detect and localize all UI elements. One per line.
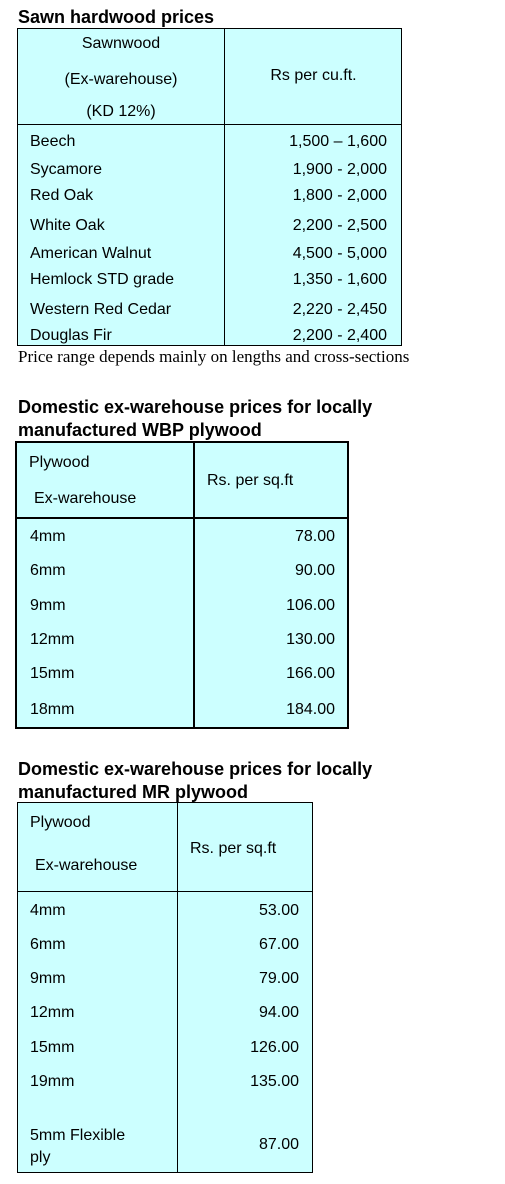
wbp-row-name: 18mm bbox=[30, 701, 75, 718]
mr-row-name: 6mm bbox=[30, 936, 66, 953]
mr-row-price: 135.00 bbox=[250, 1073, 299, 1090]
mr-header-line-2: Ex-warehouse bbox=[35, 857, 138, 874]
sawn-header-line-1: Sawnwood bbox=[81, 35, 161, 52]
wbp-row-price: 166.00 bbox=[286, 665, 335, 682]
mr-row-name: 15mm bbox=[30, 1039, 75, 1056]
mr-title-line-1: Domestic ex-warehouse prices for locally bbox=[18, 759, 373, 779]
mr-row-price: 79.00 bbox=[258, 970, 299, 987]
wbp-header-line-2: Ex-warehouse bbox=[34, 490, 137, 507]
sawn-row-price: 1,900 - 2,000 bbox=[292, 161, 387, 178]
wbp-row-name: 9mm bbox=[30, 597, 66, 614]
sawn-row-price: 1,350 - 1,600 bbox=[292, 271, 387, 288]
mr-last-row-price: 87.00 bbox=[258, 1136, 299, 1153]
mr-row-name: 9mm bbox=[30, 970, 66, 987]
sawn-row-name: Douglas Fir bbox=[30, 327, 112, 344]
sawn-row-name: American Walnut bbox=[30, 245, 152, 262]
wbp-row-name: 6mm bbox=[30, 562, 66, 579]
mr-row-name: 4mm bbox=[30, 902, 66, 919]
mr-title-line-2: manufactured MR plywood bbox=[18, 782, 249, 802]
wbp-column-divider bbox=[193, 443, 195, 727]
mr-row-price: 94.00 bbox=[258, 1004, 299, 1021]
mr-last-row-name-line-1: 5mm Flexible bbox=[30, 1127, 126, 1144]
sawn-row-price: 2,220 - 2,450 bbox=[292, 301, 387, 318]
mr-row-price: 67.00 bbox=[258, 936, 299, 953]
mr-last-row-name-line-2: ply bbox=[30, 1149, 51, 1166]
mr-header-line-1: Plywood bbox=[30, 814, 91, 831]
mr-price-header: Rs. per sq.ft bbox=[190, 840, 277, 857]
sawn-header-line-2: (Ex-warehouse) bbox=[64, 71, 178, 88]
sawn-row-price: 2,200 - 2,400 bbox=[292, 327, 387, 344]
wbp-row-price: 130.00 bbox=[286, 631, 335, 648]
sawn-row-price: 1,500 – 1,600 bbox=[289, 133, 387, 150]
sawn-row-name: Beech bbox=[30, 133, 76, 150]
wbp-row-price: 184.00 bbox=[286, 701, 335, 718]
wbp-table bbox=[15, 441, 349, 729]
mr-table bbox=[17, 802, 313, 1173]
mr-row-name: 19mm bbox=[30, 1073, 75, 1090]
sawn-header-line-3: (KD 12%) bbox=[86, 103, 156, 120]
sawn-price-header: Rs per cu.ft. bbox=[270, 67, 357, 84]
mr-row-name: 12mm bbox=[30, 1004, 75, 1021]
wbp-row-price: 90.00 bbox=[294, 562, 335, 579]
mr-row-price: 126.00 bbox=[250, 1039, 299, 1056]
sawn-footnote: Price range depends mainly on lengths and cross-sections bbox=[18, 347, 410, 366]
sawn-row-price: 2,200 - 2,500 bbox=[292, 217, 387, 234]
wbp-title-line-2: manufactured WBP plywood bbox=[18, 420, 262, 440]
sawn-row-name: Sycamore bbox=[30, 161, 103, 178]
wbp-row-price: 106.00 bbox=[286, 597, 335, 614]
sawn-title: Sawn hardwood prices bbox=[18, 7, 215, 27]
wbp-row-name: 4mm bbox=[30, 528, 66, 545]
wbp-row-price: 78.00 bbox=[294, 528, 335, 545]
mr-column-divider bbox=[177, 803, 178, 1172]
sawn-row-name: Red Oak bbox=[30, 187, 94, 204]
sawn-row-price: 1,800 - 2,000 bbox=[292, 187, 387, 204]
wbp-header-line-1: Plywood bbox=[29, 454, 90, 471]
mr-row-price: 53.00 bbox=[258, 902, 299, 919]
wbp-price-header: Rs. per sq.ft bbox=[207, 472, 294, 489]
wbp-row-name: 15mm bbox=[30, 665, 75, 682]
sawn-row-price: 4,500 - 5,000 bbox=[292, 245, 387, 262]
sawn-row-name: Western Red Cedar bbox=[30, 301, 172, 318]
wbp-title-line-1: Domestic ex-warehouse prices for locally bbox=[18, 397, 373, 417]
sawn-row-name: Hemlock STD grade bbox=[30, 271, 175, 288]
wbp-row-name: 12mm bbox=[30, 631, 75, 648]
sawn-table bbox=[17, 28, 402, 346]
sawn-row-name: White Oak bbox=[30, 217, 105, 234]
